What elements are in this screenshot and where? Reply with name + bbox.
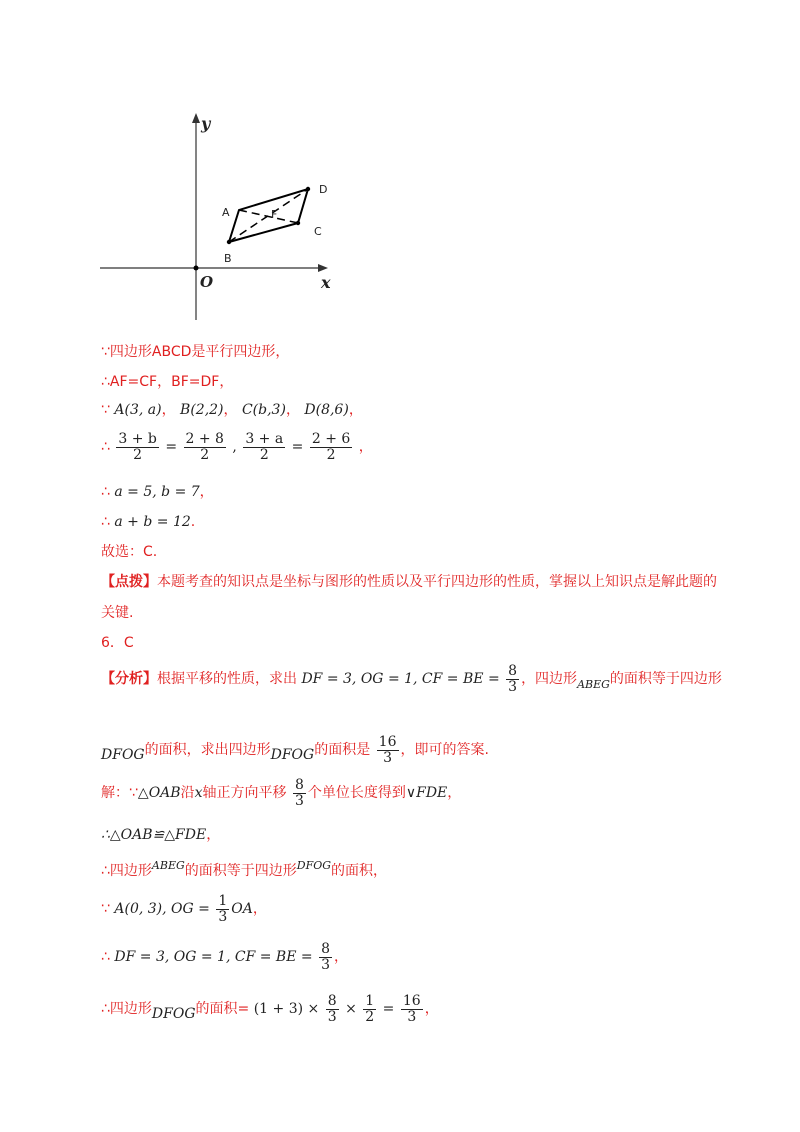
x-axis-arrow [318, 264, 328, 272]
origin-dot [194, 266, 199, 271]
lengths-expr: DF = 3, OG = 1, CF = BE = [114, 949, 313, 965]
diagonal-bd [229, 189, 308, 242]
quad-dfog: DFOG [151, 1006, 196, 1022]
fraction: $\frac{1}{3}$ [218, 892, 228, 925]
quad-dfog: DFOG [270, 747, 315, 763]
origin-label: O [200, 273, 214, 291]
coord-d: D(8,6) [304, 402, 349, 418]
fraction: $\frac{1}{2}$ [365, 992, 375, 1025]
line-lengths: ∴ DF = 3, OG = 1, CF = BE = $\frac{8}{3}$ ， [101, 940, 348, 973]
point-c-dot [296, 221, 300, 225]
line-midpoint-equations: ∴ $\frac{3 + b}{2}$ = $\frac{2 + 8}{2}$ , $\frac{3 + a}{2}$ = $\frac{2 + 6}{2}$ ， [101, 430, 373, 463]
point-a-label: A [222, 206, 230, 219]
diagonal-ac [239, 210, 298, 223]
area-expr: (1 + 3) × [253, 1001, 320, 1017]
line-congruence: ∴△OAB≌△FDE， [101, 827, 221, 843]
x-axis-label: x [321, 273, 331, 292]
tip-tag: 【点拨】 [101, 574, 157, 590]
line-tip-cont: 关键. [101, 605, 134, 621]
point-f-label: F [271, 208, 278, 221]
quad-abeg: ABEG [151, 859, 185, 872]
coord-b: B(2,2) [180, 402, 224, 418]
triangle-fde: ∨FDE [405, 785, 448, 801]
point-d-dot [306, 187, 310, 191]
sum-ab: a + b = 12 [114, 514, 191, 530]
fraction: $\frac{8}{3}$ [327, 992, 337, 1025]
point-b-label: B [224, 252, 232, 265]
line-coordinates: ∵ A(3, a)， B(2,2)， C(b,3)， D(8,6)， [101, 402, 363, 418]
line-area-result: ∴四边形DFOG的面积= (1 + 3) × $\frac{8}{3}$ × $\frac{1}{2}$ = $\frac{16}{3}$ ， [101, 992, 439, 1025]
analysis-expr: DF = 3, OG = 1, CF = BE = [301, 671, 500, 687]
line-sum-ab: ∴ a + b = 12. [101, 514, 196, 530]
point-b-dot [227, 240, 231, 244]
point-d-label: D [319, 183, 328, 196]
because-symbol: ∵ [101, 402, 110, 418]
fraction: $\frac{16}{3}$ [378, 733, 397, 766]
coord-a: A(3, a) [114, 402, 162, 418]
line-area-equal: ∴四边形$^{ABEG}$的面积等于四边形$^{DFOG}$的面积， [101, 859, 388, 879]
solution-ab: a = 5, b = 7 [114, 484, 200, 500]
point-c-label: C [314, 225, 322, 238]
point-a-expr: A(0, 3), OG = [114, 901, 210, 917]
analysis-tag: 【分析】 [101, 671, 157, 687]
coordinate-figure [0, 0, 800, 330]
line-solution-start: 解：∵△OAB沿x轴正方向平移 $\frac{8}{3}$ 个单位长度得到∨FDE， [101, 776, 462, 809]
fraction: $\frac{16}{3}$ [402, 992, 421, 1025]
y-axis-label: y [201, 114, 211, 133]
line-solve-ab: ∴ a = 5, b = 7， [101, 484, 214, 500]
triangle-oab: △OAB [137, 785, 181, 801]
y-axis-arrow [192, 113, 200, 123]
line-answer-choice: 故选：C. [101, 544, 158, 560]
fraction: $\frac{8}{3}$ [508, 662, 518, 695]
fraction: $\frac{2 + 8}{2}$ [185, 430, 224, 463]
quad-dfog: DFOG [296, 859, 332, 872]
line-analysis-cont: DFOG的面积，求出四边形DFOG的面积是 $\frac{16}{3}$ ，即可的答案. [101, 733, 489, 766]
fraction: $\frac{3 + a}{2}$ [245, 430, 284, 463]
therefore-symbol: ∴ [101, 439, 110, 455]
fraction: $\frac{3 + b}{2}$ [118, 430, 157, 463]
fraction: $\frac{2 + 6}{2}$ [311, 430, 351, 463]
question-6-answer: 6．C [101, 635, 134, 651]
congruence-expr: ∴△OAB≌△FDE [101, 827, 207, 843]
line-midpoints: ∴AF=CF，BF=DF， [101, 374, 234, 390]
fraction: $\frac{8}{3}$ [321, 940, 330, 973]
line-parallelogram: ∵四边形ABCD是平行四边形， [101, 344, 290, 360]
line-point-a: ∵ A(0, 3), OG = $\frac{1}{3}$ OA， [101, 892, 267, 925]
line-tip: 【点拨】本题考查的知识点是坐标与图形的性质以及平行四边形的性质，掌握以上知识点是解此题的 [101, 574, 717, 590]
line-analysis: 【分析】根据平移的性质，求出 DF = 3, OG = 1, CF = BE = $\frac{8}{3}$ ，四边形$_{ABEG}$的面积等于四边形 [101, 662, 722, 695]
quad-abeg: ABEG [577, 678, 610, 691]
fraction: $\frac{8}{3}$ [294, 776, 304, 809]
coord-c: C(b,3) [241, 402, 286, 418]
quad-dfog: DFOG [101, 747, 145, 763]
